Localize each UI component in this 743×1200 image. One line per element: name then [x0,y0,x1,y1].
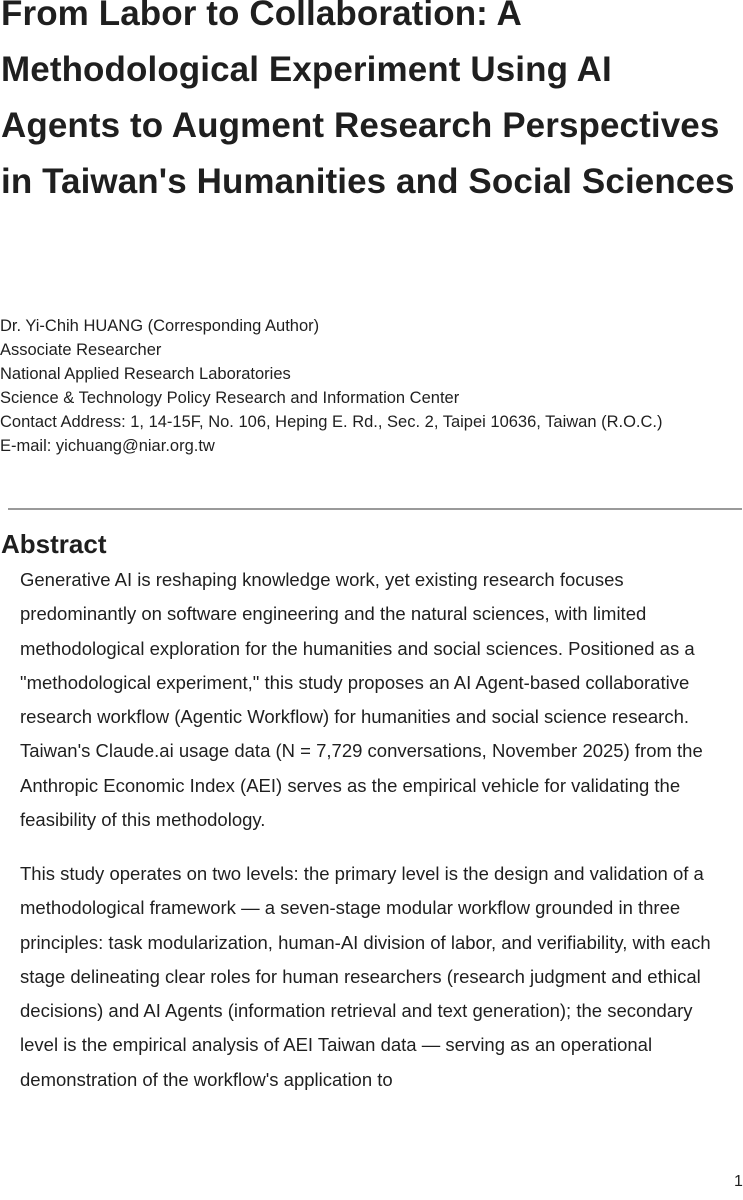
paper-title: From Labor to Collaboration: A Methodological Experiment Using AI Agents to Augment Research Perspectives in Taiwan's Humanities and Social Sciences [1,0,735,201]
section-divider [8,508,742,510]
author-position: Associate Researcher [0,341,162,359]
author-center: Science & Technology Policy Research and Information Center [0,389,460,407]
author-email: E-mail: yichuang@niar.org.tw [0,437,215,455]
author-contact-address: Contact Address: 1, 14-15F, No. 106, Heping E. Rd., Sec. 2, Taipei 10636, Taiwan (R.O.C.) [0,413,663,431]
author-organization: National Applied Research Laboratories [0,365,291,383]
page-number: 1 [734,1173,743,1190]
abstract-paragraph-2: This study operates on two levels: the primary level is the design and validation of a methodological framework — a seven-stage modular workflow grounded in three principles: task modularization, human-AI division of labor, and verifiability, with each stage delineating clear roles for human researchers (research judgment and ethical decisions) and AI Agents (information retrieval and text generation); the secondary level is the empirical analysis of AEI Taiwan data — serving as an operational demonstration of the workflow's application to [20,863,711,1090]
author-info [0,314,743,458]
abstract-heading: Abstract [1,529,107,559]
abstract-paragraph-1: Generative AI is reshaping knowledge work, yet existing research focuses predominantly on software engineering and the natural sciences, with limited methodological exploration for the humanities and social sciences. Positioned as a "methodological experiment," this study proposes an AI Agent-based collaborative research workflow (Agentic Workflow) for humanities and social science research. Taiwan's Claude.ai usage data (N = 7,729 conversations, November 2025) from the Anthropic Economic Index (AEI) serves as the empirical vehicle for validating the feasibility of this methodology. [20,569,703,831]
author-name: Dr. Yi-Chih HUANG (Corresponding Author) [0,317,320,335]
